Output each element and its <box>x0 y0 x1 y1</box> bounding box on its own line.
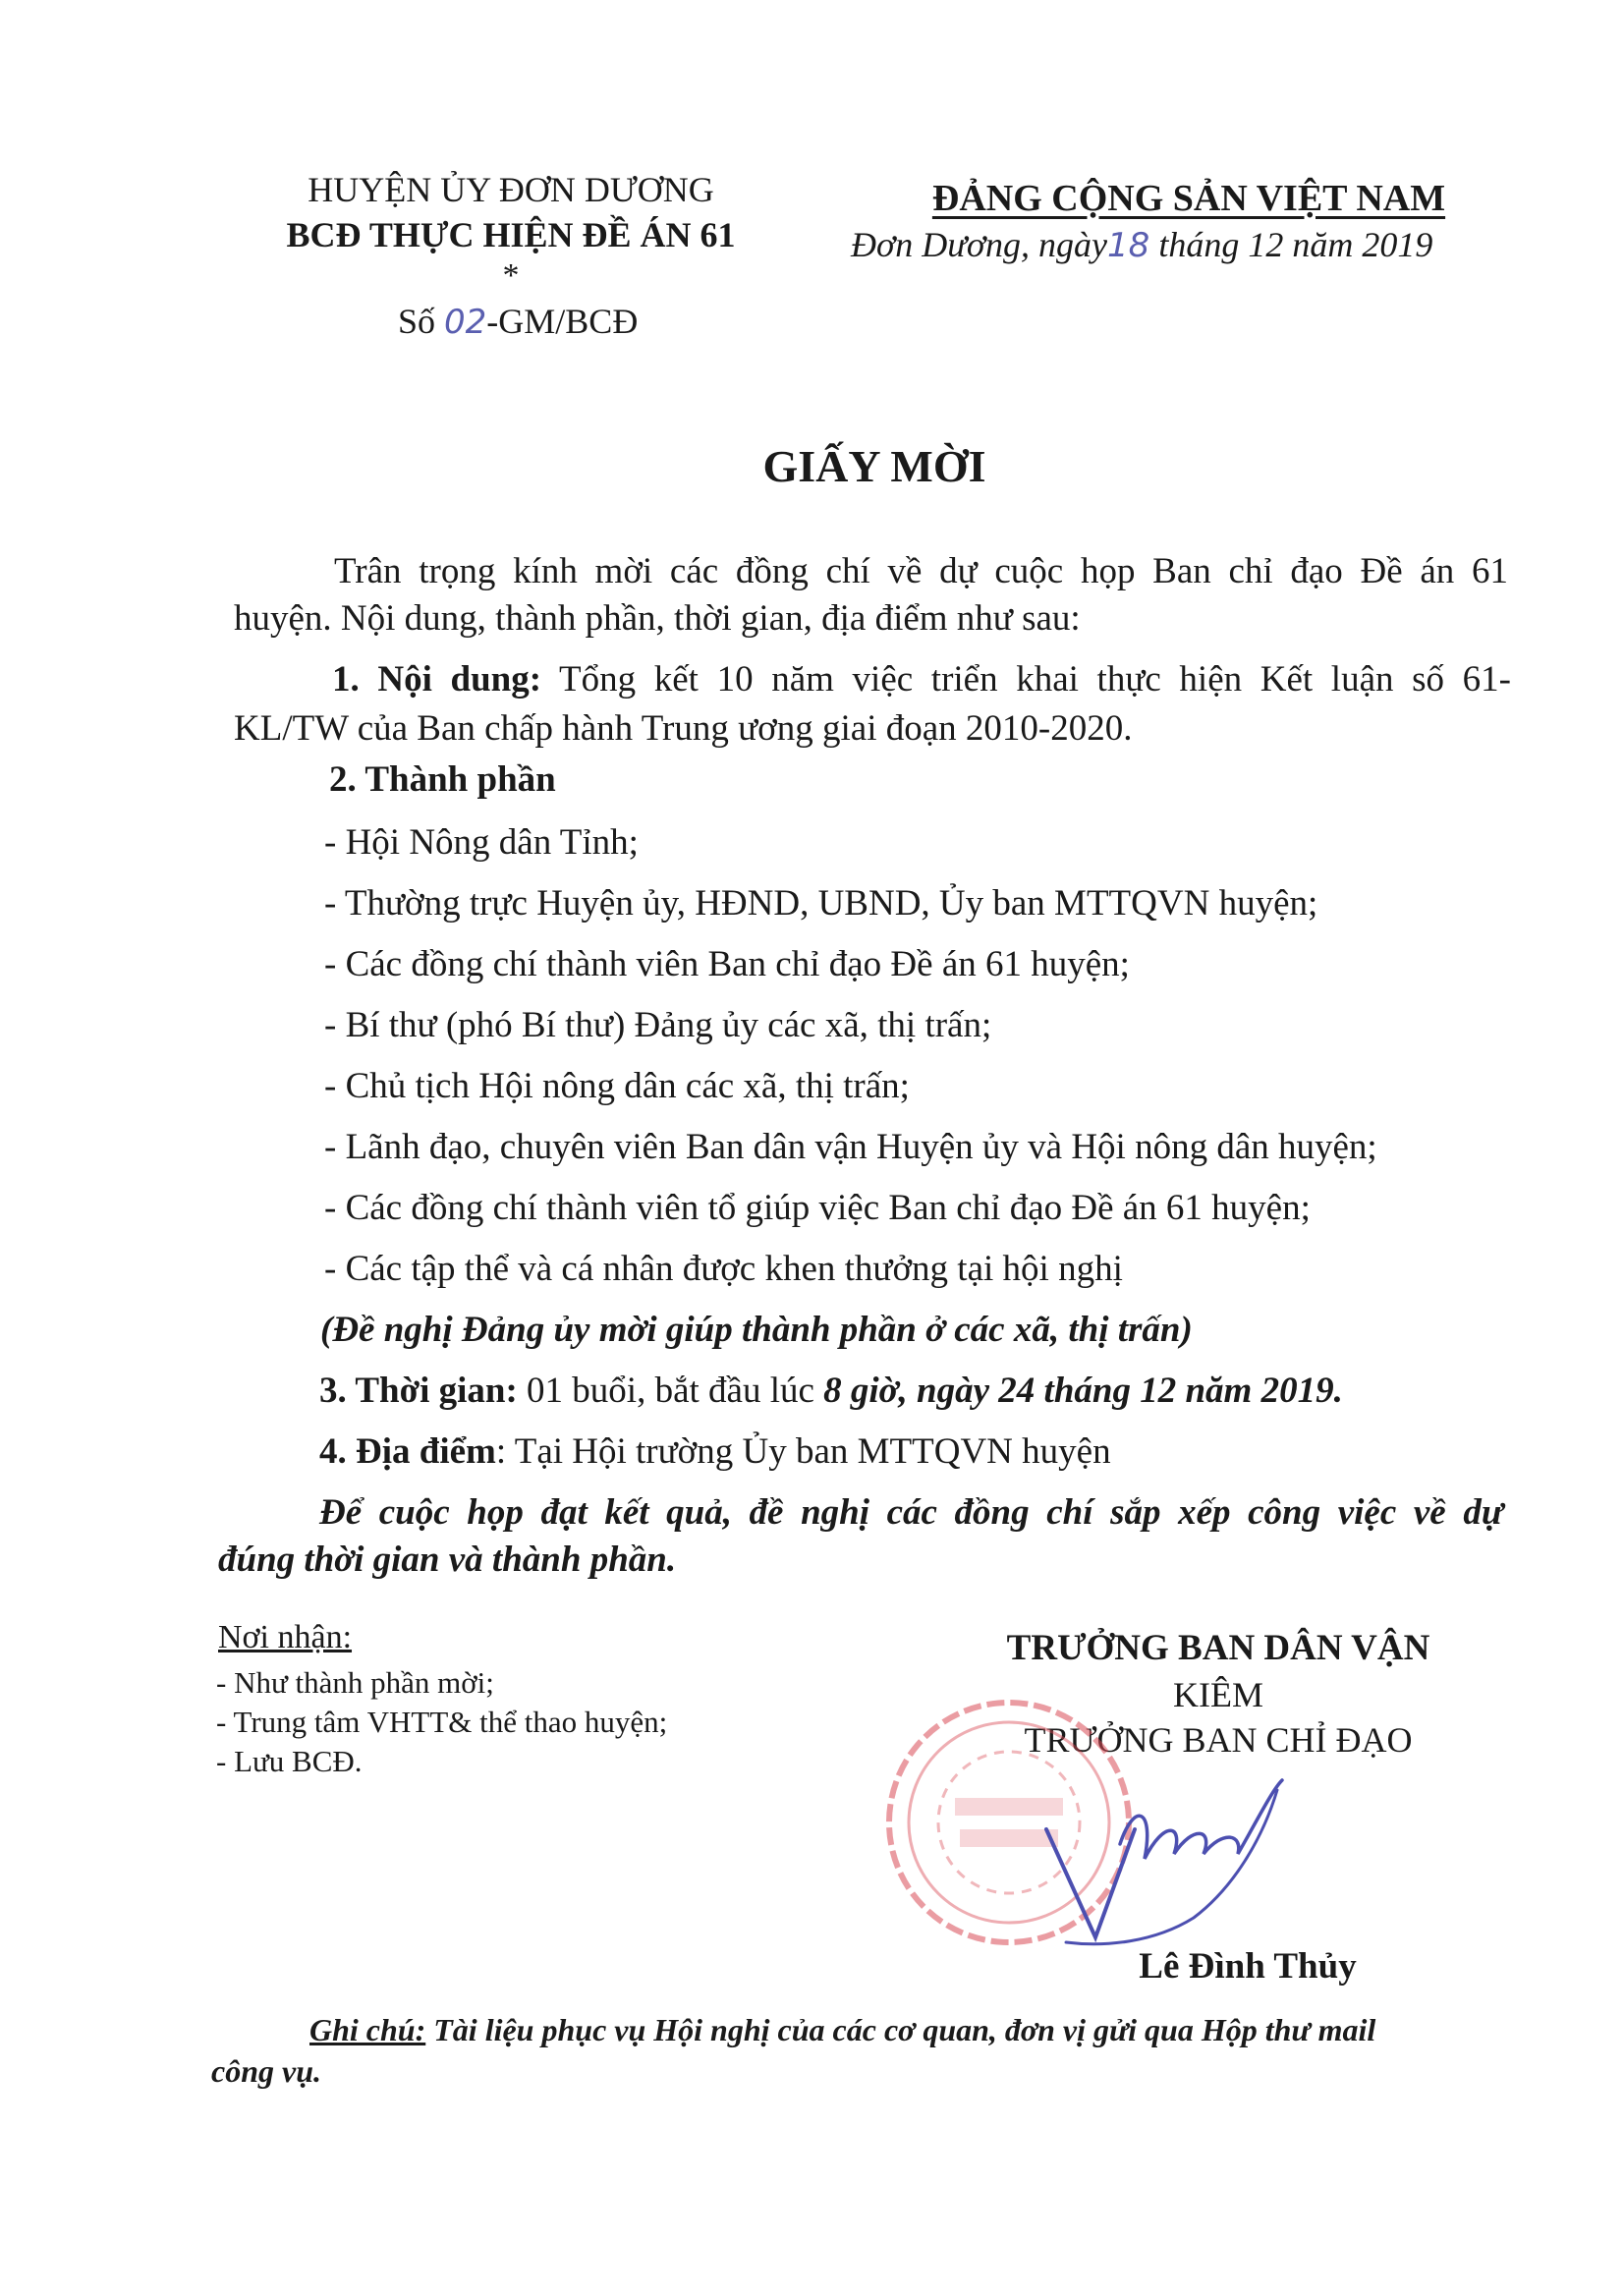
place-line <box>319 1430 1111 1474</box>
document-title: GIẤY MỜI <box>762 441 986 491</box>
issue-date-prefix: Đơn Dương, ngày <box>851 225 1108 264</box>
footnote-line-2: công vụ. <box>211 2053 321 2089</box>
closing-line-1: Để cuộc họp đạt kết quả, đề nghị các đồng chí sắp xếp công việc về dự <box>319 1492 1503 1533</box>
participants-label: 2. Thành phần <box>329 759 556 800</box>
content-line-1 <box>332 658 1511 701</box>
handwritten-signature <box>1027 1751 1321 1957</box>
recipients-title: Nơi nhận: <box>218 1619 353 1655</box>
place-text: : Tại Hội trường Ủy ban MTTQVN huyện <box>495 1431 1111 1472</box>
party-name: ĐẢNG CỘNG SẢN VIỆT NAM <box>931 178 1446 219</box>
time-value: 8 giờ, ngày 24 tháng 12 năm 2019. <box>823 1371 1343 1411</box>
content-text: Tổng kết 10 năm việc triển khai thực hiện Kết luận số 61- <box>559 659 1511 700</box>
signer-title-1: TRƯỞNG BAN DÂN VẬN <box>1006 1628 1430 1668</box>
participant-item: - Các đồng chí thành viên Ban chỉ đạo Đề án 61 huyện; <box>324 944 1130 984</box>
document-number-handwritten: 02 <box>444 303 487 342</box>
participant-item: - Lãnh đạo, chuyên viên Ban dân vận Huyện ủy và Hội nông dân huyện; <box>324 1127 1377 1167</box>
document-number-prefix: Số <box>398 302 436 341</box>
time-text: 01 buổi, bắt đầu lúc <box>527 1371 814 1411</box>
participant-item: - Thường trực Huyện ủy, HĐND, UBND, Ủy ban MTTQVN huyện; <box>324 883 1318 924</box>
signer-title-2: KIÊM <box>1173 1675 1263 1714</box>
recipient-item: - Như thành phần mời; <box>216 1665 494 1700</box>
org-name: HUYỆN ỦY ĐƠN DƯƠNG <box>308 170 714 209</box>
time-line <box>319 1370 1343 1413</box>
document-number <box>398 301 638 342</box>
org-subunit: BCĐ THỰC HIỆN ĐỀ ÁN 61 <box>286 215 736 254</box>
intro-line-2: huyện. Nội dung, thành phần, thời gian, địa điểm như sau: <box>234 598 1081 639</box>
intro-line-1: Trân trọng kính mời các đồng chí về dự cuộc họp Ban chỉ đạo Đề án 61 <box>334 551 1508 591</box>
participant-item: - Hội Nông dân Tỉnh; <box>324 822 639 863</box>
signer-name: Lê Đình Thủy <box>1139 1946 1357 1987</box>
participants-note: (Đề nghị Đảng ủy mời giúp thành phần ở các xã, thị trấn) <box>320 1310 1193 1350</box>
time-label: 3. Thời gian: <box>319 1371 518 1411</box>
footnote-label: Ghi chú: <box>309 2012 426 2047</box>
closing-line-2: đúng thời gian và thành phần. <box>218 1540 677 1580</box>
footnote-line-1 <box>309 2012 1375 2048</box>
issue-date-suffix: tháng 12 năm 2019 <box>1158 225 1433 264</box>
footnote-text: Tài liệu phục vụ Hội nghị của các cơ quan, đơn vị gửi qua Hộp thư mail <box>433 2012 1376 2047</box>
signer-title-3: TRƯỞNG BAN CHỈ ĐẠO <box>1024 1720 1413 1760</box>
participant-item: - Chủ tịch Hội nông dân các xã, thị trấn; <box>324 1066 910 1106</box>
issue-date-day-handwritten: 18 <box>1107 226 1150 265</box>
participant-item: - Các tập thể và cá nhân được khen thưởng tại hội nghị <box>324 1249 1123 1289</box>
place-label: 4. Địa điểm <box>319 1431 496 1472</box>
issue-date <box>851 224 1432 265</box>
participant-item: - Bí thư (phó Bí thư) Đảng ủy các xã, thị trấn; <box>324 1005 992 1045</box>
org-star: * <box>502 257 520 294</box>
participant-item: - Các đồng chí thành viên tổ giúp việc Ban chỉ đạo Đề án 61 huyện; <box>324 1188 1311 1228</box>
recipient-item: - Lưu BCĐ. <box>216 1744 363 1778</box>
content-line-2: KL/TW của Ban chấp hành Trung ương giai đoạn 2010-2020. <box>234 708 1133 749</box>
document-number-suffix: -GM/BCĐ <box>486 302 639 341</box>
recipient-item: - Trung tâm VHTT& thể thao huyện; <box>216 1705 668 1739</box>
content-label: 1. Nội dung: <box>332 659 542 700</box>
